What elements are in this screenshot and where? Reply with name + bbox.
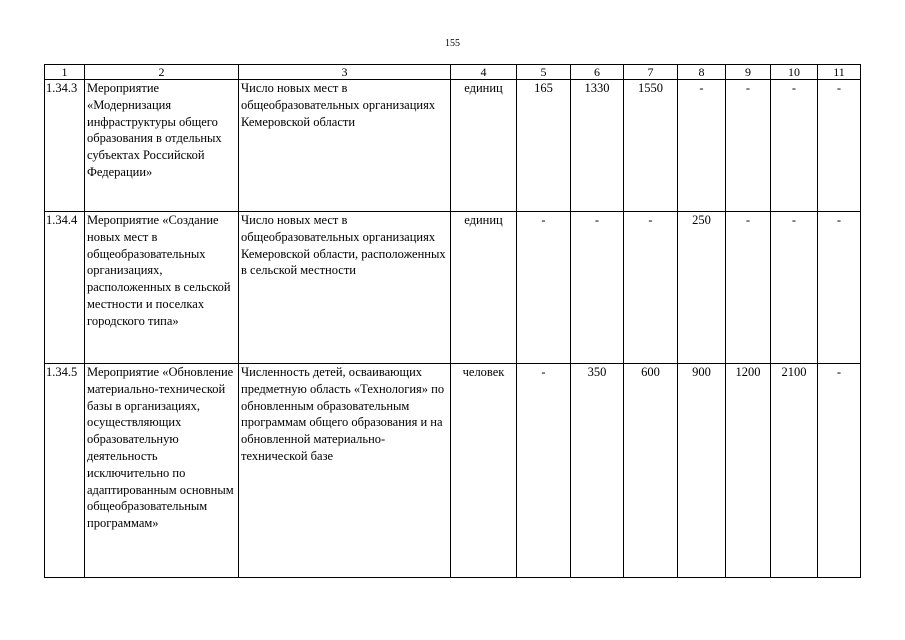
value-cell: - bbox=[624, 212, 678, 364]
row-id: 1.34.5 bbox=[45, 364, 85, 578]
value-cell: - bbox=[818, 364, 861, 578]
event-cell: Мероприятие «Модернизация инфраструктуры общего образования в отдельных субъектах Российской Федерации» bbox=[85, 80, 239, 212]
value-cell: 600 bbox=[624, 364, 678, 578]
indicator-cell: Число новых мест в общеобразовательных организациях Кемеровской области, расположенных в сельской местности bbox=[239, 212, 451, 364]
header-cell: 11 bbox=[818, 65, 861, 80]
header-cell: 6 bbox=[571, 65, 624, 80]
header-row bbox=[45, 65, 861, 80]
value-cell: 900 bbox=[678, 364, 726, 578]
table-row bbox=[45, 364, 861, 578]
header-cell: 5 bbox=[517, 65, 571, 80]
indicator-cell: Численность детей, осваивающих предметную область «Технология» по обновленным образовательным программам общего образования и на обновленной материально-технической базе bbox=[239, 364, 451, 578]
indicator-cell: Число новых мест в общеобразовательных организациях Кемеровской области bbox=[239, 80, 451, 212]
value-cell: - bbox=[818, 80, 861, 212]
header-cell: 10 bbox=[771, 65, 818, 80]
value-cell: 250 bbox=[678, 212, 726, 364]
unit-cell: человек bbox=[451, 364, 517, 578]
page-number: 155 bbox=[445, 38, 460, 49]
row-id: 1.34.4 bbox=[45, 212, 85, 364]
header-cell: 9 bbox=[726, 65, 771, 80]
header-cell: 2 bbox=[85, 65, 239, 80]
event-cell: Мероприятие «Обновление материально-технической базы в организациях, осуществляющих образовательную деятельность исключительно по адаптированным основным общеобразовательным программам» bbox=[85, 364, 239, 578]
header-cell: 4 bbox=[451, 65, 517, 80]
indicators-table bbox=[44, 64, 861, 578]
value-cell: - bbox=[571, 212, 624, 364]
value-cell: - bbox=[726, 212, 771, 364]
table-row bbox=[45, 80, 861, 212]
value-cell: - bbox=[726, 80, 771, 212]
value-cell: 1200 bbox=[726, 364, 771, 578]
value-cell: - bbox=[771, 212, 818, 364]
value-cell: - bbox=[771, 80, 818, 212]
value-cell: - bbox=[517, 364, 571, 578]
table-row bbox=[45, 212, 861, 364]
row-id: 1.34.3 bbox=[45, 80, 85, 212]
value-cell: 1550 bbox=[624, 80, 678, 212]
header-cell: 8 bbox=[678, 65, 726, 80]
unit-cell: единиц bbox=[451, 212, 517, 364]
header-cell: 7 bbox=[624, 65, 678, 80]
value-cell: - bbox=[678, 80, 726, 212]
unit-cell: единиц bbox=[451, 80, 517, 212]
header-cell: 3 bbox=[239, 65, 451, 80]
value-cell: 1330 bbox=[571, 80, 624, 212]
value-cell: - bbox=[818, 212, 861, 364]
value-cell: 2100 bbox=[771, 364, 818, 578]
value-cell: 350 bbox=[571, 364, 624, 578]
value-cell: 165 bbox=[517, 80, 571, 212]
header-cell: 1 bbox=[45, 65, 85, 80]
event-cell: Мероприятие «Создание новых мест в общеобразовательных организациях, расположенных в сельской местности и поселках городского типа» bbox=[85, 212, 239, 364]
value-cell: - bbox=[517, 212, 571, 364]
